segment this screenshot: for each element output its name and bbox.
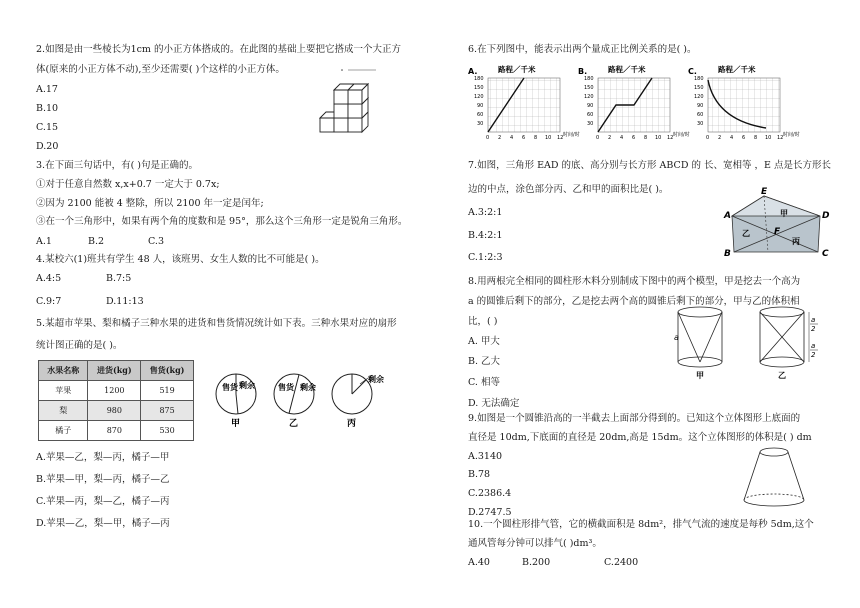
q8-option-c: C. 相等 [468,377,500,388]
q8-label-a: a [674,333,679,342]
q7-rectangle-figure [722,186,832,258]
label-E: E [761,187,768,197]
q4-option-a: A.4:5 [36,273,62,284]
q8-cylinders-figure [672,300,822,384]
q5-pie-yi [270,370,318,430]
tick: 30 [477,121,484,127]
q3-stem: 3.在下面三句话中，有( )句是正确的。 [36,160,198,171]
graph-b-letter: B. [578,67,588,76]
q10-option-a: A.40 [468,557,490,568]
q4-option-d: D.11:13 [106,296,144,307]
table-cell: 530 [141,421,194,441]
q5-stem-line2: 统计图正确的是( )。 [36,340,123,351]
q7-option-c: C.1:2:3 [468,252,503,263]
tick: 0 [486,135,490,141]
table-cell: 梨 [39,401,88,421]
tick: 8 [754,135,758,141]
q10-option-c: C.2400 [604,557,639,568]
tick: 0 [596,135,600,141]
tick: 120 [694,94,704,100]
q4-option-b: B.7:5 [106,273,132,284]
pie-label-b: 剩余 [368,375,384,384]
tick: 6 [522,135,526,141]
q8-label-yi: 乙 [778,371,786,380]
q2-stem-line2: 体(原来的小正方体不动),至少还需要( )个这样的小正方体。 [36,64,285,75]
tick: 90 [587,103,594,109]
q9-option-a: A.3140 [468,451,503,462]
q8-half-den-2: 2 [811,351,816,359]
q5-fruit-table [38,360,194,441]
q4-stem: 4.某校六(1)班共有学生 48 人，该班男、女生人数的比不可能是( )。 [36,254,325,265]
q8-label-jia: 甲 [696,371,704,380]
tick: 90 [477,103,484,109]
q5-stem-line1: 5.某超市苹果、梨和橘子三种水果的进货和售货情况统计如下表。三种水果对应的扇形 [36,318,397,329]
q3-statement-1: ①对于任意自然数 x,x+0.7 一定大于 0.7x; [36,179,220,190]
q7-option-b: B.4:2:1 [468,230,503,241]
pie-name-yi: 乙 [289,419,299,429]
q9-stem-line1: 9.如图是一个圆锥沿高的一半截去上面部分得到的。已知这个立体图形上底面的 [468,413,801,424]
graph-c-letter: C. [688,67,697,76]
label-jia: 甲 [780,209,788,218]
tick: 12 [667,135,674,141]
q2-stem-line1: 2.如图是由一些棱长为1cm 的小正方体搭成的。在此图的基础上要把它搭成一个大正方 [36,44,401,55]
q2-option-b: B.10 [36,103,59,114]
q9-option-b: B.78 [468,469,491,480]
q3-statement-2: ②因为 2100 能被 4 整除，所以 2100 年一定是闰年; [36,198,264,209]
tick: 0 [706,135,710,141]
pie-name-jia: 甲 [231,419,241,429]
table-row [39,381,194,401]
q9-frustum-figure [738,444,810,510]
graph-c-title: 路程／千米 [718,65,756,74]
q3-option-c: C.3 [148,236,164,247]
pie-label-a: 售货 [278,383,294,392]
q9-option-c: C.2386.4 [468,488,512,499]
table-header: 水果名称 [39,361,88,381]
q9-stem-line2: 直径是 10dm,下底面的直径是 20dm,高是 15dm。这个立体图形的体积是( ) dm [468,432,812,443]
q3-statement-3: ③在一个三角形中，如果有两个角的度数和是 95°，那么这个三角形一定是锐角三角形。 [36,216,408,227]
tick: 120 [474,94,484,100]
graph-b-title: 路程／千米 [608,65,646,74]
label-C: C [822,249,829,258]
q4-option-c: C.9:7 [36,296,62,307]
tick: 2 [608,135,612,141]
q8-half-den-1: 2 [811,325,816,333]
q8-half-num-1: a [811,316,816,324]
tick: 150 [694,85,704,91]
tick: 6 [742,135,746,141]
tick: 12 [557,135,564,141]
table-row [39,401,194,421]
q5-option-d: D.苹果—乙，梨—甲，橘子—丙 [36,518,170,529]
label-yi: 乙 [742,229,750,238]
q3-option-a: A.1 [36,236,52,247]
tick: 8 [644,135,648,141]
pie-label-b: 剩余 [300,383,316,392]
tick: 10 [765,135,772,141]
q10-stem-line1: 10.一个圆柱形排气管，它的横截面积是 8dm²，排气气流的速度是每秒 5dm,这个 [468,519,814,530]
label-B: B [724,249,731,258]
q7-option-a: A.3:2:1 [468,207,503,218]
pie-name-bing: 丙 [347,419,357,429]
table-cell: 橘子 [39,421,88,441]
q2-cube-stack-figure [318,66,380,136]
graph-b [578,64,690,141]
tick: 2 [718,135,722,141]
tick: 12 [777,135,784,141]
q2-option-c: C.15 [36,122,59,133]
q8-option-a: A. 甲大 [468,336,500,347]
q6-stem: 6.在下列图中，能表示出两个量成正比例关系的是( )。 [468,44,697,55]
pie-label-a: 售货 [222,383,238,392]
label-D: D [822,211,830,221]
table-cell: 1200 [88,381,141,401]
q5-option-a: A.苹果—乙，梨—丙，橘子—甲 [36,452,170,463]
q6-graphs [466,62,826,148]
q5-option-b: B.苹果—甲，梨—丙，橘子—乙 [36,474,170,485]
q8-option-d: D. 无法确定 [468,398,520,409]
q8-option-b: B. 乙大 [468,356,501,367]
q2-option-a: A.17 [36,84,58,95]
q9-option-d: D.2747.5 [468,507,512,518]
q8-stem-line2: a 的圆锥后剩下的部分，乙是挖去两个高的圆锥后剩下的部分，甲与乙的体积相 [468,296,800,307]
tick: 180 [694,76,704,82]
label-A: A [724,211,731,221]
q3-option-b: B.2 [88,236,105,247]
table-cell: 980 [88,401,141,421]
x-label: 时间/时 [673,132,690,138]
table-row [39,421,194,441]
tick: 180 [474,76,484,82]
table-header: 售货(kg) [141,361,194,381]
tick: 4 [730,135,734,141]
tick: 10 [655,135,662,141]
label-bing: 丙 [792,237,800,246]
tick: 60 [587,112,594,118]
table-cell: 875 [141,401,194,421]
tick: 120 [584,94,594,100]
q10-stem-line2: 通风管每分钟可以排气( )dm³。 [468,538,602,549]
q2-option-d: D.20 [36,141,59,152]
tick: 180 [584,76,594,82]
graph-a-letter: A. [468,67,478,76]
tick: 150 [474,85,484,91]
graph-c [688,64,800,141]
tick: 4 [620,135,624,141]
graph-a [468,64,580,141]
tick: 4 [510,135,514,141]
q5-pie-bing [328,370,390,430]
tick: 60 [477,112,484,118]
q5-option-c: C.苹果—丙，梨—乙，橘子—丙 [36,496,170,507]
q10-option-b: B.200 [522,557,551,568]
tick: 60 [697,112,704,118]
table-cell: 苹果 [39,381,88,401]
tick: 150 [584,85,594,91]
pie-label-b: 剩余 [239,381,255,390]
q8-half-num-2: a [811,342,816,350]
q7-stem-line1: 7.如图，三角形 EAD 的底、高分别与长方形 ABCD 的 长、宽相等 ，E 点是长方形长 [468,160,831,171]
q5-pie-jia [212,370,260,430]
label-F: F [774,227,781,237]
x-label: 时间/时 [563,132,580,138]
table-header: 进货(kg) [88,361,141,381]
x-label: 时间/时 [783,132,800,138]
q7-stem-line2: 边的中点，涂色部分丙、乙和甲的面积比是( )。 [468,184,669,195]
q8-stem-line3: 比，( ) [468,316,498,327]
table-cell: 519 [141,381,194,401]
table-cell: 870 [88,421,141,441]
tick: 30 [697,121,704,127]
tick: 90 [697,103,704,109]
tick: 2 [498,135,502,141]
tick: 10 [545,135,552,141]
tick: 8 [534,135,538,141]
graph-a-title: 路程／千米 [498,65,536,74]
tick: 30 [587,121,594,127]
tick: 6 [632,135,636,141]
q8-stem-line1: 8.用两根完全相同的圆柱形木料分别制成下图中的两个模型，甲是挖去一个高为 [468,276,801,287]
